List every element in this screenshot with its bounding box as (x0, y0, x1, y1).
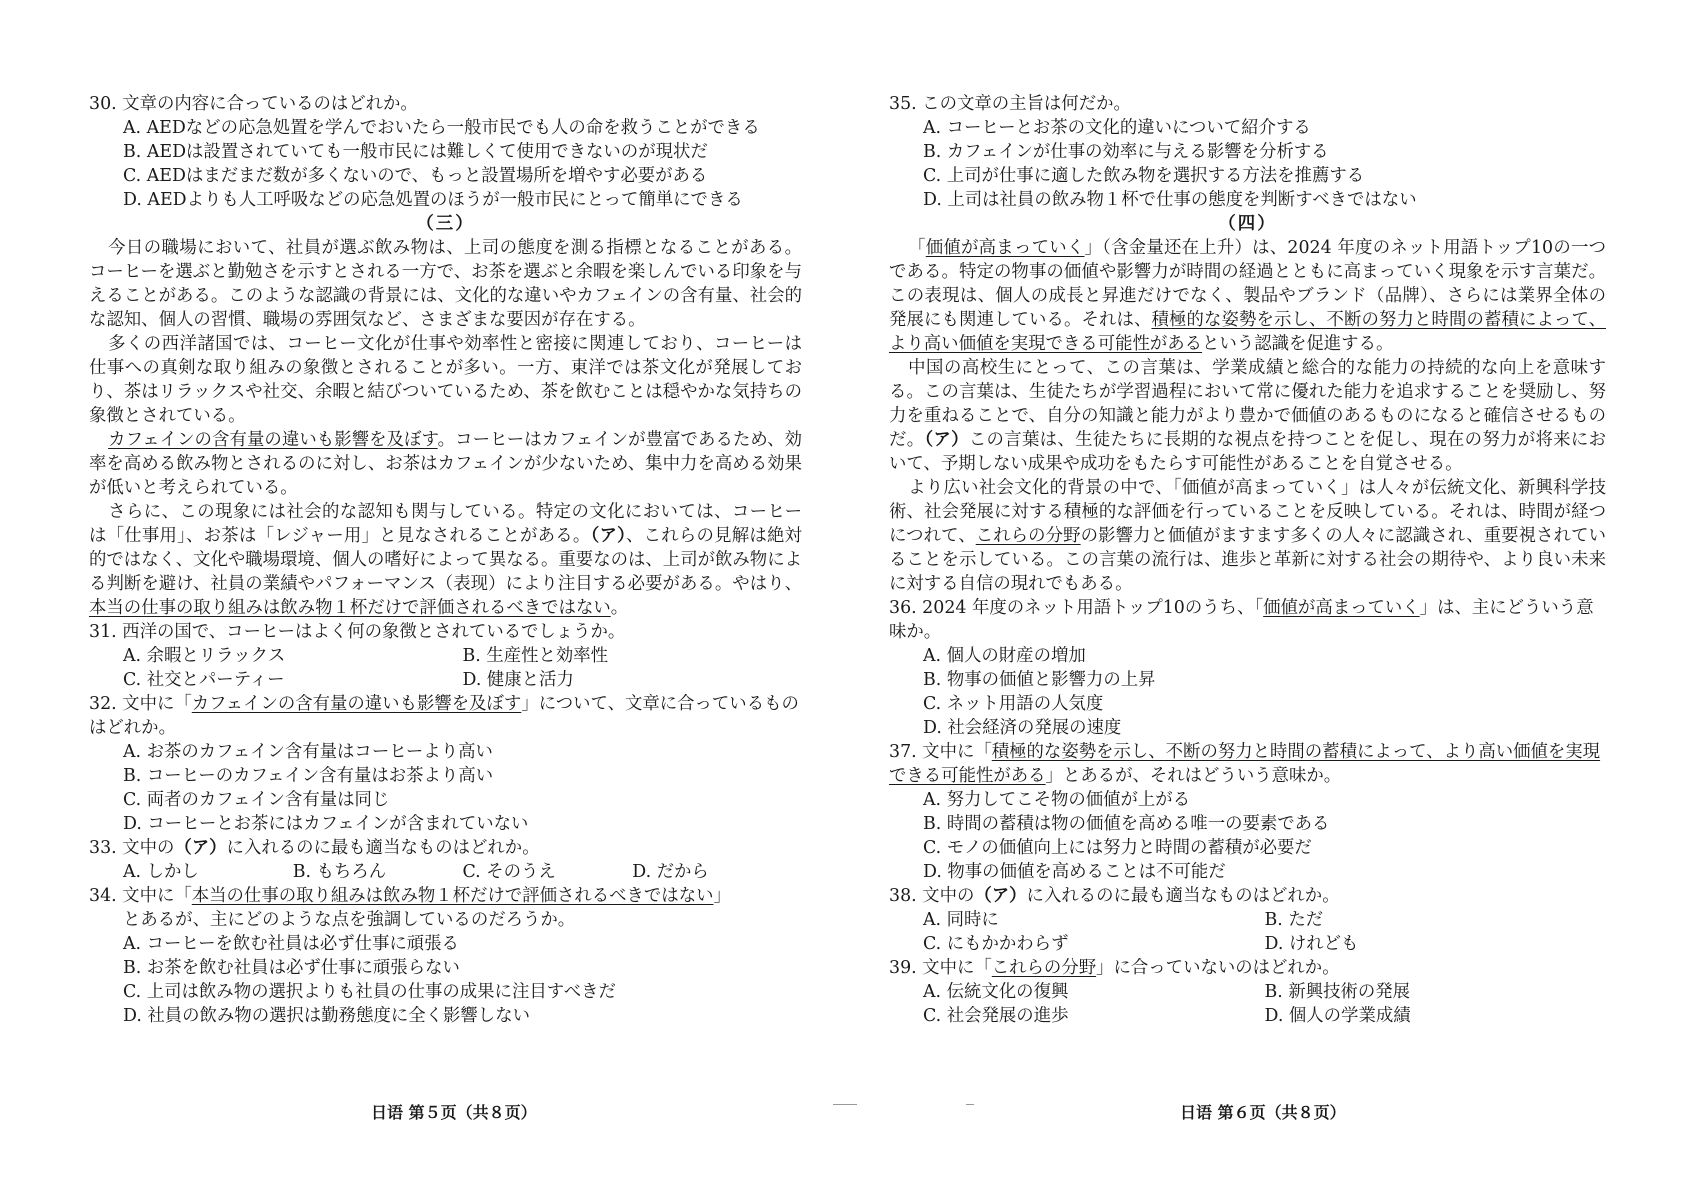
option-a: A. 努力してこそ物の価値が上がる (923, 790, 1191, 810)
option-b: B. AEDは設置されていても一般市民には難しくて使用できないのが現状だ (123, 142, 708, 162)
question-30 (89, 92, 802, 212)
blank-marker: （ア） (590, 526, 626, 546)
stem-text: に入れるのに最も適当なものはどれか。 (1026, 886, 1340, 906)
question-stem: 31. 西洋の国で、コーヒーはよく何の象徴とされているでしょうか。 (89, 622, 626, 642)
question-34 (89, 884, 802, 1028)
question-33 (89, 836, 802, 884)
question-32 (89, 692, 802, 836)
paragraph-text: 中国の高校生にとって、この言葉は、学業成績と総合的な能力の持続的な向上を意味する。この言葉は、生徒たちが学習過程において常に優れた能力を追求することを奨励し、努力を重ねることで、自分の知識と能力がより豊かで価値のあるものになると確信させるものだ。 (889, 358, 1606, 450)
underlined-phrase: カフェインの含有量の違いも影響を及ぼす (191, 694, 522, 714)
option-b: B. もちろん (292, 862, 387, 882)
option-b: B. 物事の価値と影響力の上昇 (923, 670, 1156, 690)
option-a: A. 伝統文化の復興 (923, 982, 1069, 1002)
option-b: B. ただ (1264, 910, 1324, 930)
option-d: D. 上司は社員の飲み物１杯で仕事の態度を判断すべきではない (923, 190, 1417, 210)
underlined-phrase: 積極的な姿勢を示し、不断の努力と時間の蓄積によって、より高い価値を実現できる可能性がある (889, 742, 1601, 786)
option-c: C. そのうえ (462, 862, 556, 882)
option-a: A. コーヒーを飲む社員は必ず仕事に頑張る (123, 934, 459, 954)
paragraph-text: という認識を促進する。 (1202, 334, 1394, 354)
paragraph (89, 428, 802, 500)
underlined-phrase: 本当の仕事の取り組みは飲み物１杯だけで評価されるべきではない (89, 598, 611, 618)
paragraph-text: 。コーヒーはカフェインが豊富であるため、効率を高める飲み物とされるのに対し、お茶はカフェインが少ないため、集中力を高める効果が低いと考えられている。 (89, 430, 802, 498)
option-a: A. コーヒーとお茶の文化的違いについて紹介する (923, 118, 1311, 138)
question-stem (89, 692, 802, 740)
option-c: C. 両者のカフェイン含有量は同じ (123, 790, 390, 810)
stem-text: 36. 2024 年度のネット用語トップ10のうち、「 (889, 598, 1264, 618)
section-title: （三） (416, 214, 475, 234)
option-row (89, 668, 802, 692)
option-a: A. 同時に (923, 910, 999, 930)
section-title: （四） (1218, 214, 1277, 234)
stem-text: 39. 文中に「 (889, 958, 992, 978)
paragraph-text: この言葉は、生徒たちに長期的な視点を持つことを促し、現在の努力が将来において、予期しない成果や成功をもたらす可能性があることを自覚させる。 (889, 430, 1606, 474)
option-d: D. 物事の価値を高めることは不可能だ (923, 862, 1226, 882)
reading-passage (89, 236, 802, 620)
question-36 (889, 596, 1606, 740)
option-d: D. 個人の学業成績 (1264, 1006, 1411, 1026)
question-stem (889, 956, 1606, 980)
paragraph-text: 。 (610, 598, 629, 618)
option-b: B. 生産性と効率性 (462, 646, 609, 666)
option-d: D. AEDよりも人工呼吸などの応急処置のほうが一般市民にとって簡単にできる (123, 190, 743, 210)
option-c: C. 社会発展の進歩 (923, 1006, 1069, 1026)
option-b: B. お茶を飲む社員は必ず仕事に頑張らない (123, 958, 460, 978)
option-d: D. だから (632, 862, 709, 882)
paragraph-text: 「 (908, 238, 926, 258)
option-b: B. 新興技術の発展 (1264, 982, 1411, 1002)
question-37 (889, 740, 1606, 884)
question-stem (89, 884, 802, 908)
option-d: D. 社員の飲み物の選択は勤務態度に全く影響しない (123, 1006, 530, 1026)
underlined-phrase: 価値が高まっていく (1263, 598, 1420, 618)
blank-marker: （ア） (174, 838, 227, 858)
question-35 (889, 92, 1606, 212)
reading-passage (889, 236, 1606, 596)
option-d: D. 社会経済の発展の速度 (923, 718, 1122, 738)
divider (966, 1104, 974, 1105)
option-row (889, 1004, 1606, 1028)
paragraph (889, 356, 1606, 476)
option-c: C. 上司が仕事に適した飲み物を選択する方法を推薦する (923, 166, 1365, 186)
page-footer: 日语 第５页（共８页） (371, 1103, 537, 1122)
left-page (89, 92, 802, 1028)
option-a: A. 個人の財産の増加 (923, 646, 1086, 666)
option-a: A. お茶のカフェイン含有量はコーヒーより高い (123, 742, 493, 762)
paragraph-text: 」（含金量还在上升）は、2024 年度のネット用語トップ10の一つである。特定の物事の価値や影響力が時間の経過とともに高まっていく現象を示す言葉だ。この表現は、個人の成長と昇進だけでなく、製品やブランド（品牌）、さらには業界全体の発展にも関連している。それは、 (889, 238, 1606, 330)
paragraph-text: より広い社会文化的背景の中で、「価値が高まっていく」は人々が伝統文化、新興科学技術、社会発展に対する積極的な評価を行っていることを反映している。それは、時間が経つにつれて、 (889, 478, 1606, 546)
underlined-phrase: 積極的な姿勢を示し、不断の努力と時間の蓄積によって、より高い価値を実現できる可能性がある (889, 310, 1606, 354)
stem-text: 」 (713, 886, 731, 906)
option-row (889, 980, 1606, 1004)
page-footer: 日语 第６页（共８页） (1180, 1103, 1346, 1122)
option-d: D. コーヒーとお茶にはカフェインが含まれていない (123, 814, 529, 834)
question-38 (889, 884, 1606, 956)
stem-text: 32. 文中に「 (89, 694, 192, 714)
stem-text: に入れるのに最も適当なものはどれか。 (226, 838, 540, 858)
option-c: C. 社交とパーティー (123, 670, 285, 690)
stem-text: 」とあるが、それはどういう意味か。 (1045, 766, 1342, 786)
question-stem: 35. この文章の主旨は何だか。 (889, 94, 1131, 114)
question-stem: 30. 文章の内容に合っているのはどれか。 (89, 94, 418, 114)
paragraph: 今日の職場において、社員が選ぶ飲み物は、上司の態度を測る指標となることがある。コーヒーを選ぶと勤勉さを示すとされる一方で、お茶を選ぶと余暇を楽しんでいる印象を与えることがある。このような認識の背景には、文化的な違いやカフェインの含有量、社会的な認知、個人の習慣、職場の雰囲気など、さまざまな要因が存在する。 (89, 238, 802, 330)
paragraph (889, 476, 1606, 596)
underlined-phrase: 価値が高まっていく (925, 238, 1085, 258)
right-page (889, 92, 1606, 1028)
stem-text: 」について、文章に合っているものはどれか。 (89, 694, 799, 738)
option-row (889, 932, 1606, 956)
underlined-phrase: これらの分野 (975, 526, 1081, 546)
question-31 (89, 620, 802, 692)
option-row (89, 860, 802, 884)
option-d: D. けれども (1264, 934, 1359, 954)
stem-text: 38. 文中の (889, 886, 975, 906)
stem-text: 33. 文中の (89, 838, 175, 858)
option-b: B. コーヒーのカフェイン含有量はお茶より高い (123, 766, 494, 786)
underlined-phrase: カフェインの含有量の違いも影響を及ぼす (108, 430, 438, 450)
paragraph (89, 500, 802, 620)
blank-marker: （ア） (974, 886, 1027, 906)
option-c: C. モノの価値向上には努力と時間の蓄積が必要だ (923, 838, 1312, 858)
stem-text: 37. 文中に「 (889, 742, 992, 762)
option-row (889, 908, 1606, 932)
question-stem (889, 596, 1606, 644)
option-c: C. にもかかわらず (923, 934, 1069, 954)
question-stem (89, 836, 802, 860)
paragraph-text: の影響力と価値がますます多くの人々に認識され、重要視されていることを示している。この言葉の流行は、進歩と革新に対する社会の期待や、より良い未来に対する自信の現れでもある。 (889, 526, 1606, 594)
blank-marker: （ア） (924, 430, 969, 450)
question-stem (889, 740, 1606, 788)
option-a: A. しかし (123, 862, 199, 882)
option-b: B. カフェインが仕事の効率に与える影響を分析する (923, 142, 1329, 162)
option-a: A. 余暇とリラックス (123, 646, 286, 666)
stem-text: 」に合っていないのはどれか。 (1096, 958, 1340, 978)
paragraph-text: 、これらの見解は絶対的ではなく、文化や職場環境、個人の嗜好によって異なる。重要なのは、上司が飲み物による判断を避け、社員の業績やパフォーマンス（表现）により注目する必要がある。やはり、 (89, 526, 802, 594)
stem-text: 34. 文中に「 (89, 886, 192, 906)
option-c: C. ネット用語の人気度 (923, 694, 1104, 714)
paragraph-text: さらに、この現象には社会的な認知も関与している。特定の文化においては、コーヒーは「仕事用」、お茶は「レジャー用」と見なされることがある。 (89, 502, 802, 546)
question-stem-continued: とあるが、主にどのような点を強調しているのだろうか。 (123, 910, 576, 930)
option-row (89, 644, 802, 668)
paragraph (889, 236, 1606, 356)
paragraph: 多くの西洋諸国では、コーヒー文化が仕事や効率性と密接に関連しており、コーヒーは仕事への真剣な取り組みの象徴とされることが多い。一方、東洋では茶文化が発展しており、茶はリラックスや社交、余暇と結びついているため、茶を飲むことは穏やかな気持ちの象徴とされている。 (89, 334, 802, 426)
option-c: C. 上司は飲み物の選択よりも社員の仕事の成果に注目すべきだ (123, 982, 616, 1002)
option-d: D. 健康と活力 (462, 670, 574, 690)
option-a: A. AEDなどの応急処置を学んでおいたら一般市民でも人の命を救うことができる (123, 118, 760, 138)
underlined-phrase: これらの分野 (991, 958, 1097, 978)
question-stem (889, 884, 1606, 908)
underlined-phrase: 本当の仕事の取り組みは飲み物１杯だけで評価されるべきではない (191, 886, 714, 906)
stem-text: 」は、主にどういう意味か。 (889, 598, 1594, 642)
option-b: B. 時間の蓄積は物の価値を高める唯一の要素である (923, 814, 1330, 834)
divider (833, 1104, 857, 1105)
question-39 (889, 956, 1606, 1028)
option-c: C. AEDはまだまだ数が多くないので、もっと設置場所を増やす必要がある (123, 166, 708, 186)
